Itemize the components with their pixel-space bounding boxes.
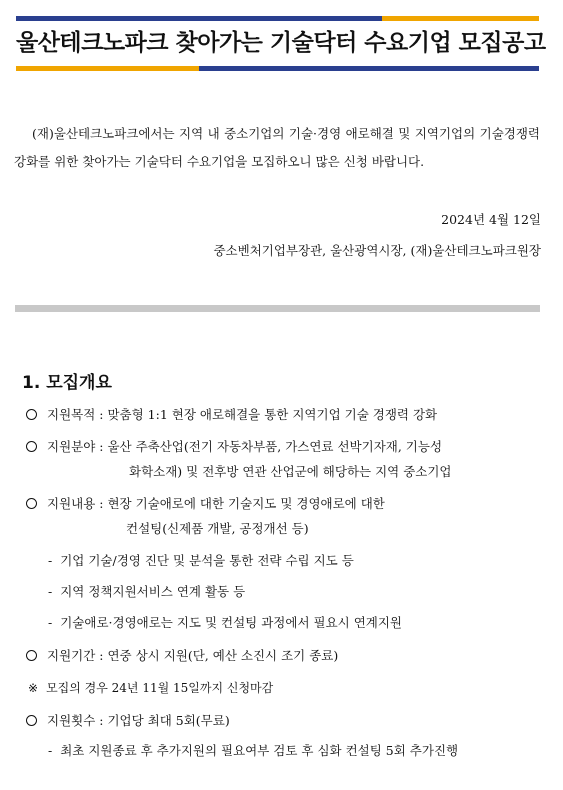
section-divider [15, 305, 540, 312]
sub-item: - 기술애로·경영애로는 지도 및 컨설팅 과정에서 필요시 연계지원 [48, 615, 402, 630]
item-content-cont: 컨설팅(신제품 개발, 공정개선 등) [126, 521, 309, 536]
banner-bottom-bar [16, 66, 539, 71]
item-field: 지원분야 : 울산 주축산업(전기 자동차부품, 가스연료 선박기자재, 기능성 [26, 437, 442, 455]
item-purpose: 지원목적 : 맞춤형 1:1 현장 애로해결을 통한 지역기업 기술 경쟁력 강화 [26, 405, 437, 423]
item-content: 지원내용 : 현장 기술애로에 대한 기술지도 및 경영애로에 대한 [26, 494, 385, 512]
sub-item: - 최초 지원종료 후 추가지원의 필요여부 검토 후 심화 컨설팅 5회 추가진행 [48, 743, 459, 758]
section-title: 1. 모집개요 [22, 373, 112, 393]
announcement-date: 2024년 4월 12일 [441, 212, 541, 227]
item-period: 지원기간 : 연중 상시 지원(단, 예산 소진시 조기 종료) [26, 646, 338, 664]
item-count: 지원횟수 : 기업당 최대 5회(무료) [26, 711, 230, 729]
circle-bullet-icon [26, 441, 37, 452]
reference-mark-icon: ※ [28, 681, 39, 695]
note: ※ 모집의 경우 24년 11월 15일까지 신청마감 [28, 681, 274, 695]
title-banner [16, 16, 546, 72]
circle-bullet-icon [26, 409, 37, 420]
circle-bullet-icon [26, 650, 37, 661]
item-field-cont: 화학소재) 및 전후방 연관 산업군에 해당하는 지역 중소기업 [129, 464, 452, 479]
sub-item: - 기업 기술/경영 진단 및 분석을 통한 전략 수립 지도 등 [48, 553, 354, 568]
intro-paragraph: (재)울산테크노파크에서는 지역 내 중소기업의 기술·경영 애로해결 및 지역기업의 기술경쟁력 강화를 위한 찾아가는 기술닥터 수요기업을 모집하오니 많은 신청 바랍니다. [14, 126, 540, 169]
circle-bullet-icon [26, 498, 37, 509]
banner-top-bar [16, 16, 539, 21]
issuers: 중소벤처기업부장관, 울산광역시장, (재)울산테크노파크원장 [213, 243, 541, 258]
circle-bullet-icon [26, 715, 37, 726]
sub-item: - 지역 정책지원서비스 연계 활동 등 [48, 584, 246, 599]
page-title: 울산테크노파크 찾아가는 기술닥터 수요기업 모집공고 [16, 30, 546, 56]
